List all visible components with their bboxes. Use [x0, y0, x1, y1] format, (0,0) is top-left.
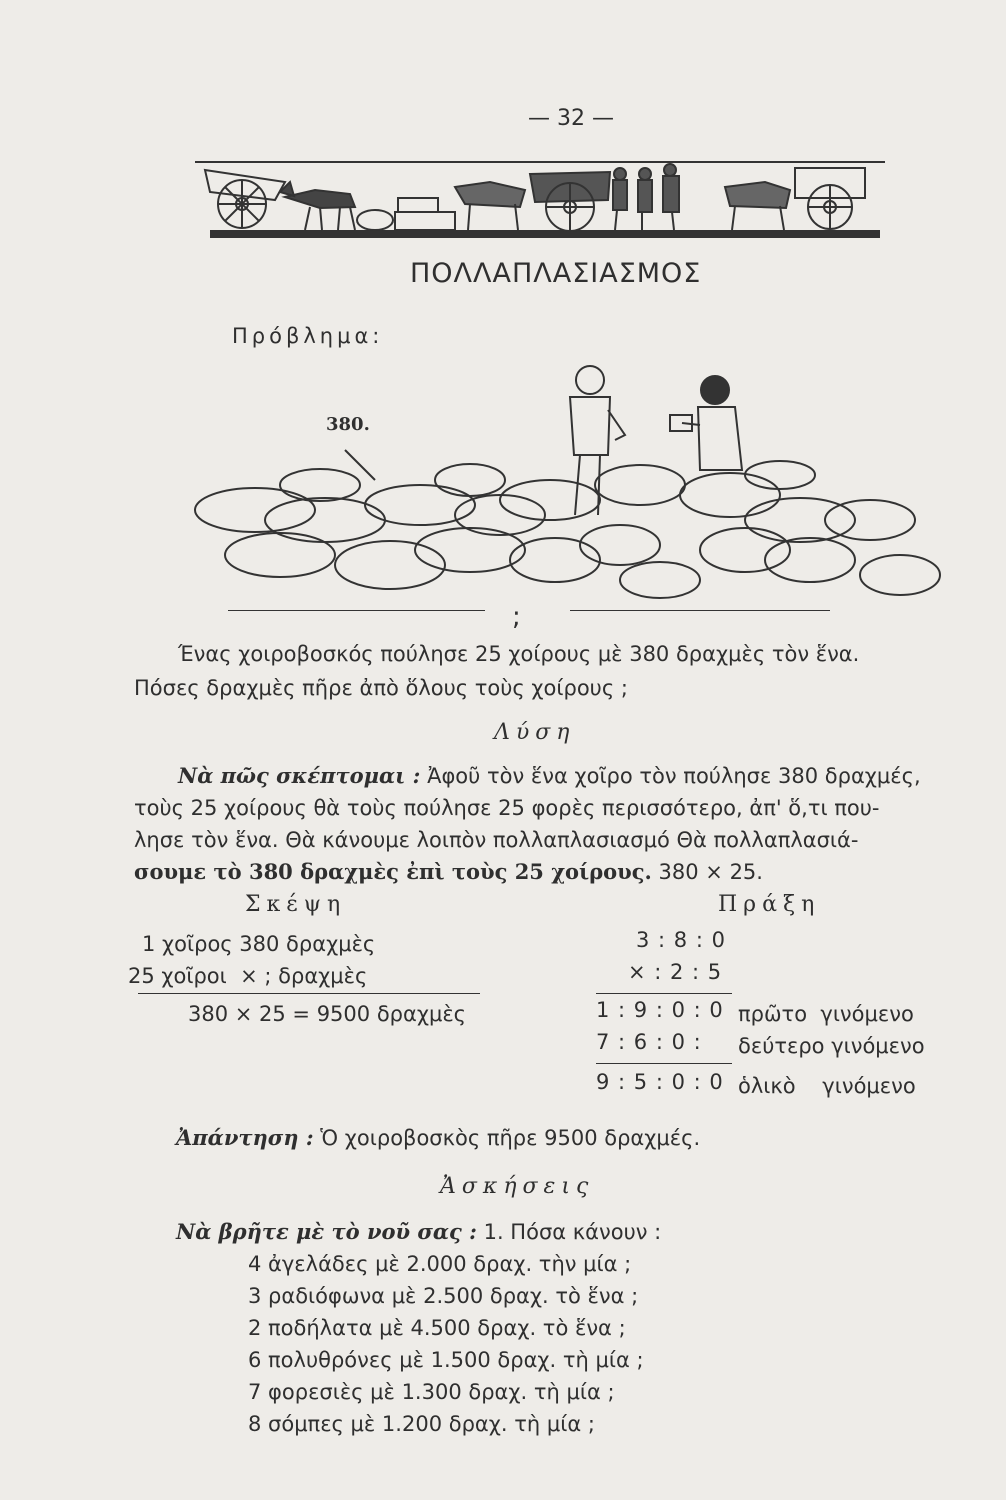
thinking-row-1: 1 χοῖρος 380 δραχμὲς	[142, 932, 376, 956]
thinking-divider	[138, 993, 480, 994]
people-icon	[613, 164, 679, 230]
problem-line-1: Ένας χοιροβοσκός πούλησε 25 χοίρους μὲ 380 δραχμὲς τὸν ἕνα.	[178, 642, 860, 666]
operation-row-5: 9 : 5 : 0 : 0	[596, 1070, 724, 1094]
operation-divider-2	[596, 1063, 732, 1064]
solution-line-4-bold: σουμε τὸ 380 δραχμὲς ἐπὶ τοὺς 25 χοίρους.	[134, 859, 652, 884]
pig-icon	[195, 461, 940, 598]
exercise-list	[248, 1248, 644, 1440]
page-number: — 32 —	[528, 106, 614, 131]
answer-line	[176, 1122, 700, 1154]
exercises-intro: 1. Πόσα κάνουν :	[483, 1220, 662, 1244]
solution-lead: Νὰ πῶς σκέπτομαι :	[178, 763, 421, 788]
solution-line-4	[134, 856, 763, 888]
solution-line-2: τοὺς 25 χοίρους θὰ τοὺς πούλησε 25 φορὲς περισσότερο, ἀπ' ὅ,τι που-	[134, 796, 880, 820]
banner-illustration	[190, 152, 890, 242]
seller-figure-icon	[670, 376, 742, 470]
operation-row-1: 3 : 8 : 0	[636, 928, 726, 952]
pigs-illustration	[170, 355, 950, 630]
answer-text: Ὁ χοιροβοσκὸς πῆρε 9500 δραχμές.	[320, 1126, 701, 1150]
problem-label: Πρόβλημα:	[232, 324, 384, 348]
operation-row-3: 1 : 9 : 0 : 0	[596, 998, 724, 1022]
page-title: ΠΟΛΛΑΠΛΑΣΙΑΣΜΟΣ	[410, 258, 702, 289]
operation-row-4: 7 : 6 : 0 :	[596, 1030, 702, 1054]
exercise-item: 8 σόμπες μὲ 1.200 δραχ. τὴ μία ;	[248, 1412, 595, 1436]
exercise-item: 6 πολυθρόνες μὲ 1.500 δραχ. τὴ μία ;	[248, 1348, 644, 1372]
exercises-lead: Νὰ βρῆτε μὲ τὸ νοῦ σας :	[176, 1219, 477, 1244]
horse-icon	[280, 182, 355, 230]
exercise-item: 7 φορεσιὲς μὲ 1.300 δραχ. τὴ μία ;	[248, 1380, 615, 1404]
cart-right-icon	[725, 168, 865, 230]
operation-row-4-label: δεύτερο γινόμενο	[738, 1034, 925, 1058]
divider-right	[570, 610, 830, 611]
cart-left-icon	[205, 170, 285, 228]
exercises-lead-line	[176, 1216, 661, 1248]
problem-line-2: Πόσες δραχμὲς πῆρε ἀπὸ ὅλους τοὺς χοίρους ;	[134, 676, 628, 700]
exercise-item: 4 ἀγελάδες μὲ 2.000 δραχ. τὴν μία ;	[248, 1252, 632, 1276]
thinking-result: 380 × 25 = 9500 δραχμὲς	[188, 1002, 467, 1026]
operation-row-3-label: πρῶτο γινόμενο	[738, 1002, 914, 1026]
operation-row-5-label: ὁλικὸ γινόμενο	[738, 1074, 916, 1098]
solution-heading: Λύση	[494, 720, 576, 745]
operation-divider-1	[596, 993, 732, 994]
thinking-row-2: 25 χοῖροι × ; δραχμὲς	[128, 964, 368, 988]
solution-line-4-rest: 380 × 25.	[658, 860, 763, 884]
solution-line-1	[178, 760, 921, 792]
operation-heading: Πράξη	[718, 892, 821, 917]
crates-icon	[357, 198, 455, 230]
exercise-item: 2 ποδήλατα μὲ 4.500 δραχ. τὸ ἕνα ;	[248, 1316, 626, 1340]
thinking-heading: Σκέψη	[245, 892, 347, 917]
operation-row-2: × : 2 : 5	[628, 960, 723, 984]
exercises-heading: Ἀσκήσεις	[440, 1174, 595, 1199]
answer-label: Ἀπάντηση :	[176, 1125, 314, 1150]
solution-line-1-text: Ἀφοῦ τὸν ἕνα χοῖρο τὸν πούλησε 380 δραχμές,	[427, 764, 921, 788]
divider-left	[228, 610, 485, 611]
cart-center-icon	[455, 172, 610, 231]
solution-line-3: λησε τὸν ἕνα. Θὰ κάνουμε λοιπὸν πολλαπλασιασμό Θὰ πολλαπλασιά-	[134, 828, 859, 852]
price-label: 380.	[326, 414, 370, 435]
exercise-item: 3 ραδιόφωνα μὲ 2.500 δραχ. τὸ ἕνα ;	[248, 1284, 639, 1308]
question-mark: ;	[512, 602, 521, 632]
